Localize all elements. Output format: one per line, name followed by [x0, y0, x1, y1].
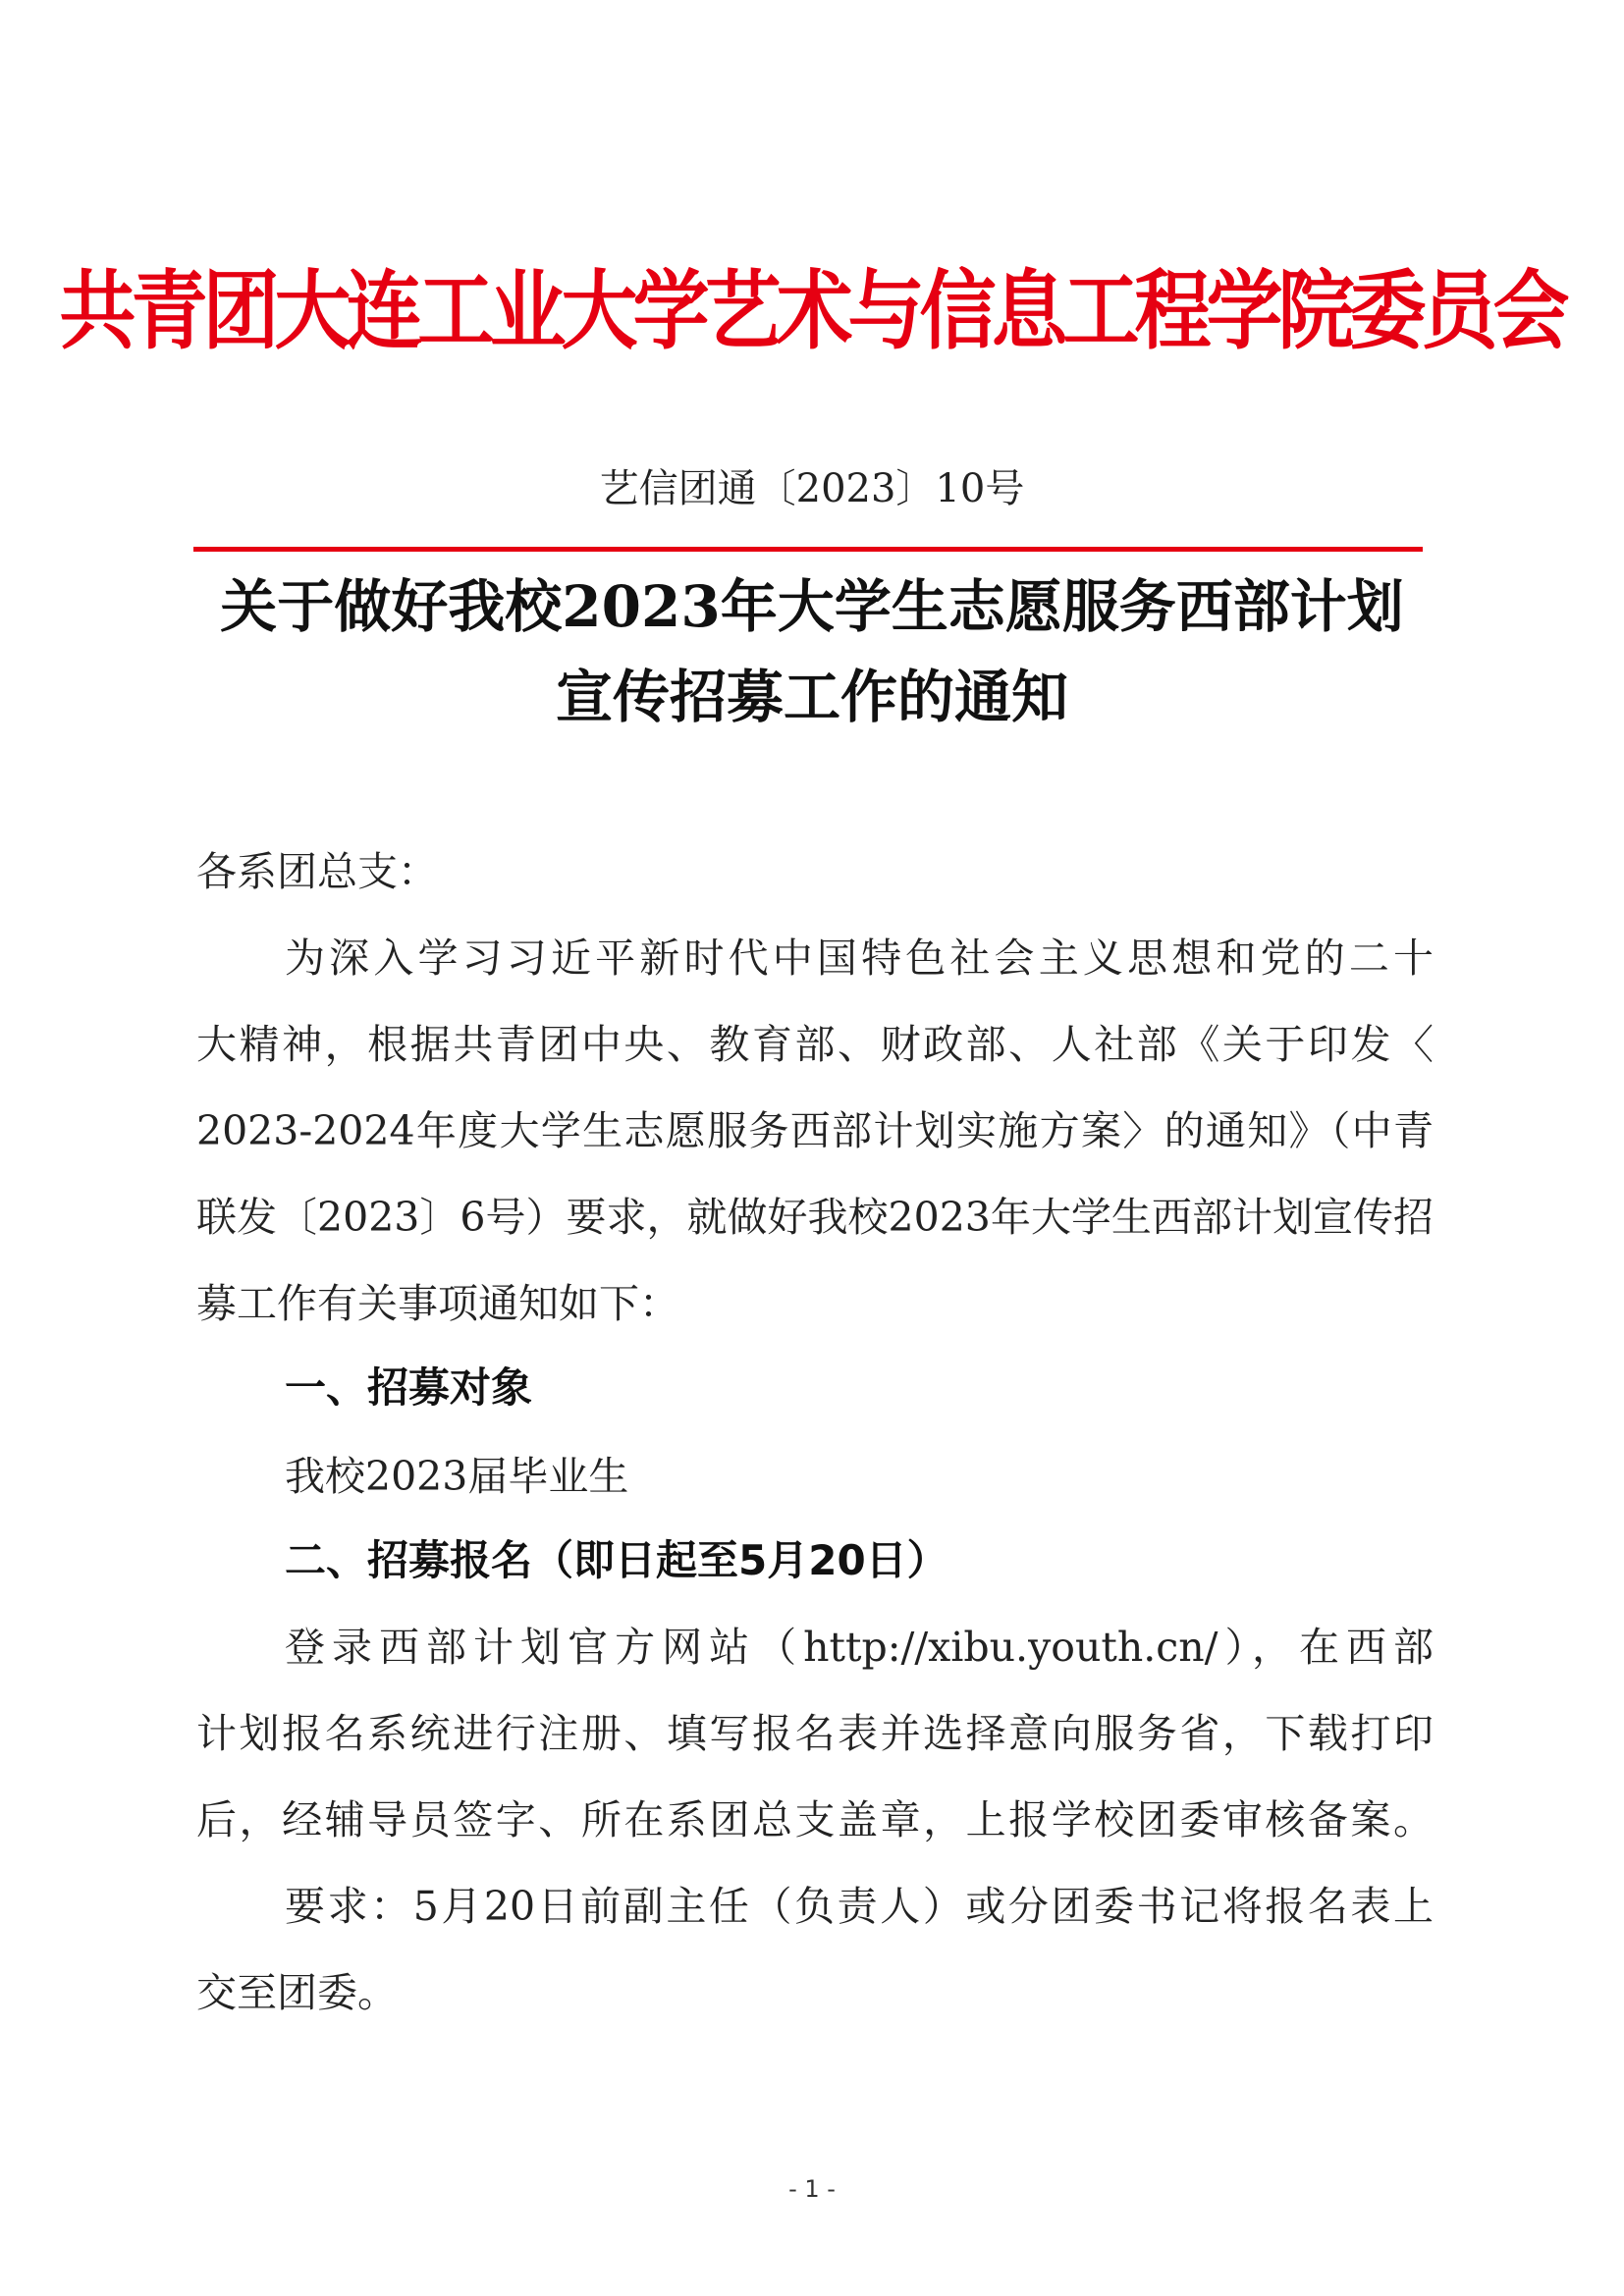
page-number: - 1 -: [788, 2175, 836, 2203]
section-2-heading: 二、招募报名（即日起至5月20日）: [285, 1536, 948, 1584]
intro-line: 2023-2024年度大学生志愿服务西部计划实施方案〉的通知》（中青: [196, 1107, 1434, 1154]
organization-header: 共青团大连工业大学艺术与信息工程学院委员会: [59, 262, 1565, 362]
section-2-line: 后，经辅导员签字、所在系团总支盖章，上报学校团委审核备案。: [196, 1796, 1434, 1843]
intro-line: 为深入学习习近平新时代中国特色社会主义思想和党的二十: [285, 934, 1434, 982]
section-2-line: 登录西部计划官方网站（http://xibu.youth.cn/），在西部: [285, 1624, 1434, 1671]
section-1-heading: 一、招募对象: [285, 1363, 533, 1412]
requirement-line: 要求：5月20日前副主任（负责人）或分团委书记将报名表上: [285, 1883, 1434, 1930]
section-2-line: 计划报名系统进行注册、填写报名表并选择意向服务省，下载打印: [196, 1710, 1434, 1757]
document-number: 艺信团通〔2023〕10号: [599, 466, 1025, 511]
intro-line: 大精神，根据共青团中央、教育部、财政部、人社部《关于印发〈: [196, 1021, 1434, 1068]
document-title-line-2: 宣传招募工作的通知: [555, 664, 1068, 730]
red-divider: [193, 547, 1423, 552]
salutation: 各系团总支：: [196, 848, 438, 895]
intro-line: 募工作有关事项通知如下：: [196, 1280, 679, 1327]
intro-line: 联发〔2023〕6号）要求，就做好我校2023年大学生西部计划宣传招: [196, 1194, 1434, 1241]
section-1-text: 我校2023届毕业生: [285, 1453, 629, 1500]
document-title-line-1: 关于做好我校2023年大学生志愿服务西部计划: [220, 573, 1404, 640]
requirement-line: 交至团委。: [196, 1969, 398, 2016]
